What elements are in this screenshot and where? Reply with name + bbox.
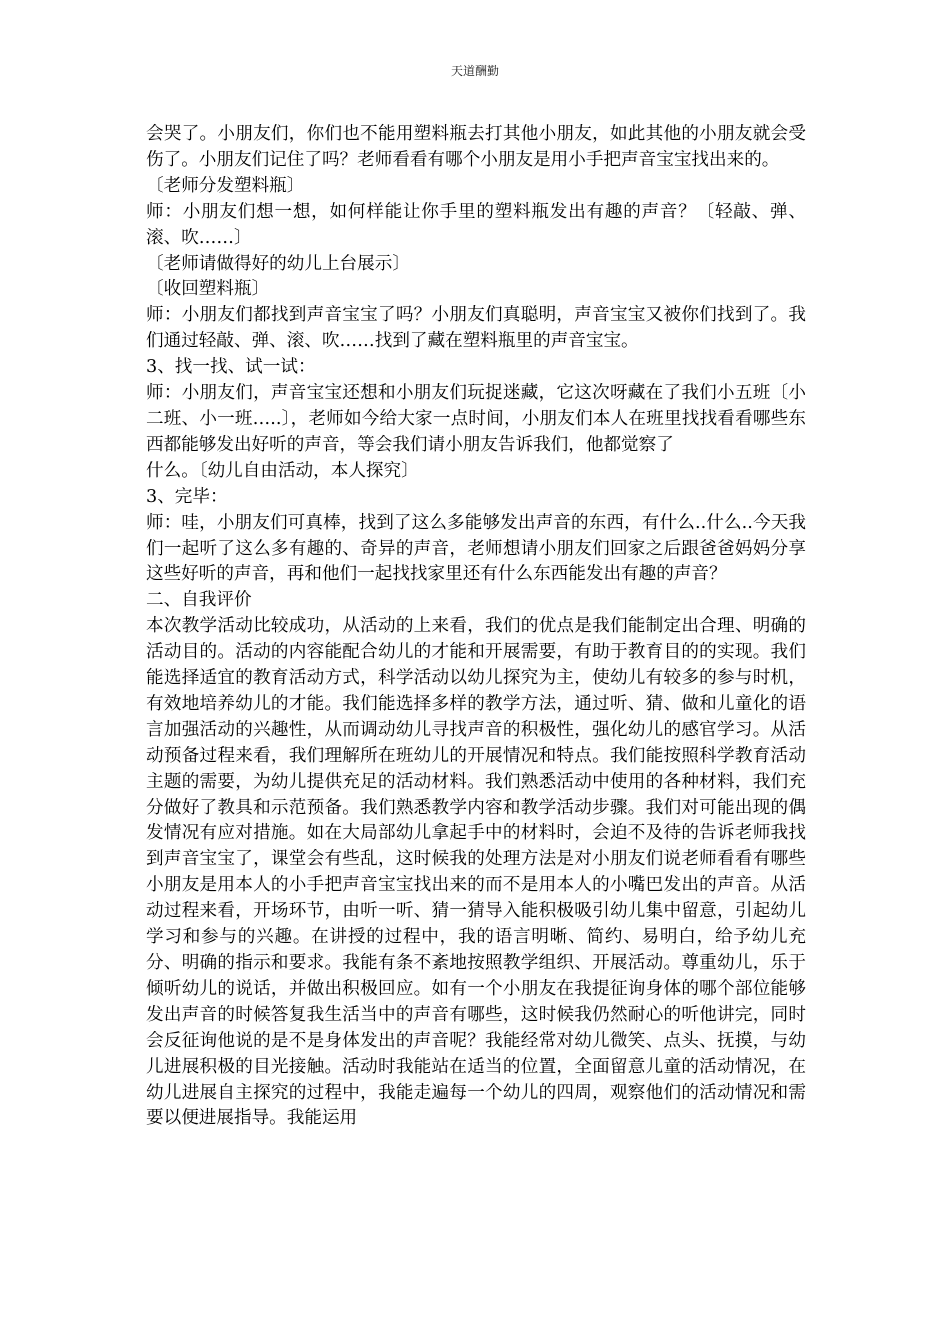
paragraph: 〔收回塑料瓶〕 — [146, 279, 270, 300]
paragraph: 什么。〔幼儿自由活动，本人探究〕 — [146, 460, 419, 481]
paragraph: 师：小朋友们想一想，如何样能让你手里的塑料瓶发出有趣的声音？〔轻敲、弹、滚、吹……〕 — [146, 201, 806, 248]
document-body — [146, 122, 806, 1132]
section-heading: 3、找一找、试一试： — [146, 357, 316, 378]
page-header: 天道酬勤 — [450, 64, 499, 78]
section-heading: 二、自我评价 — [146, 590, 252, 611]
paragraph: 师：小朋友们，声音宝宝还想和小朋友们玩捉迷藏，它这次呀藏在了我们小五班〔小二班、小一班…..〕，老师如今给大家一点时间，小朋友们本人在班里找找看看哪些东西都能够发出好听的声音，等会我们请小朋友告诉我们，他都觉察了 — [146, 383, 806, 455]
section-heading: 3、完毕： — [146, 486, 228, 507]
paragraph: 师：小朋友们都找到声音宝宝了吗？小朋友们真聪明，声音宝宝又被你们找到了。我们通过轻敲、弹、滚、吹……找到了藏在塑料瓶里的声音宝宝。 — [146, 305, 806, 352]
paragraph: 会哭了。小朋友们，你们也不能用塑料瓶去打其他小朋友，如此其他的小朋友就会受伤了。小朋友们记住了吗？老师看看有哪个小朋友是用小手把声音宝宝找出来的。 — [146, 124, 806, 170]
paragraph: 〔老师分发塑料瓶〕 — [146, 175, 305, 196]
paragraph: 师：哇，小朋友们可真棒，找到了这么多能够发出声音的东西，有什么..什么..今天我们一起听了这么多有趣的、奇异的声音，老师想请小朋友们回家之后跟爸爸妈妈分享这些好听的声音，再和他们一起找找家里还有什么东西能发出有趣的声音？ — [146, 512, 806, 585]
paragraph: 〔老师请做得好的幼儿上台展示〕 — [146, 253, 410, 274]
paragraph: 本次教学活动比较成功，从活动的上来看，我们的优点是我们能制定出合理、明确的活动目的。活动的内容能配合幼儿的才能和开展需要，有助于教育目的的实现。我们能选择适宜的教育活动方式，科学活动以幼儿探究为主，使幼儿有较多的参与时机，有效地培养幼儿的才能。我们能选择多样的教学方法，通过听、猜、做和儿童化的语言加强活动的兴趣性，从而调动幼儿寻找声音的积极性，强化幼儿的感官学习。从活动预备过程来看，我们理解所在班幼儿的开展情况和特点。我们能按照科学教育活动主题的需要，为幼儿提供充足的活动材料。我们熟悉活动中使用的各种材料，我们充分做好了教具和示范预备。我们熟悉教学内容和教学活动步骤。我们对可能出现的偶发情况有应对措施。如在大局部幼儿拿起手中的材料时，会迫不及待的告诉老师我找到声音宝宝了，课堂会有些乱，这时候我的处理方法是对小朋友们说老师看看有哪些小朋友是用本人的小手把声音宝宝找出来的而不是用本人的小嘴巴发出的声音。从活动过程来看，开场环节，由听一听、猜一猜导入能积极吸引幼儿集中留意，引起幼儿学习和参与的兴趣。在讲授的过程中，我的语言明晰、简约、易明白，给予幼儿充分、明确的指示和要求。我能有条不紊地按照教学组织、开展活动。尊重幼儿，乐于倾听幼儿的说话，并做出积极回应。如有一个小朋友在我提征询身体的哪个部位能够发出声音的时候答复我生活当中的声音有哪些，这时候我仍然耐心的听他讲完，同时会反征询他说的是不是身体发出的声音呢？我能经常对幼儿微笑、点头、抚摸，与幼儿进展积极的目光接触。活动时我能站在适当的位置，全面留意儿童的活动情况，在幼儿进展自主探究的过程中，我能走遍每一个幼儿的四周，观察他们的活动情况和需要以便进展指导。我能运用 — [146, 616, 806, 1129]
